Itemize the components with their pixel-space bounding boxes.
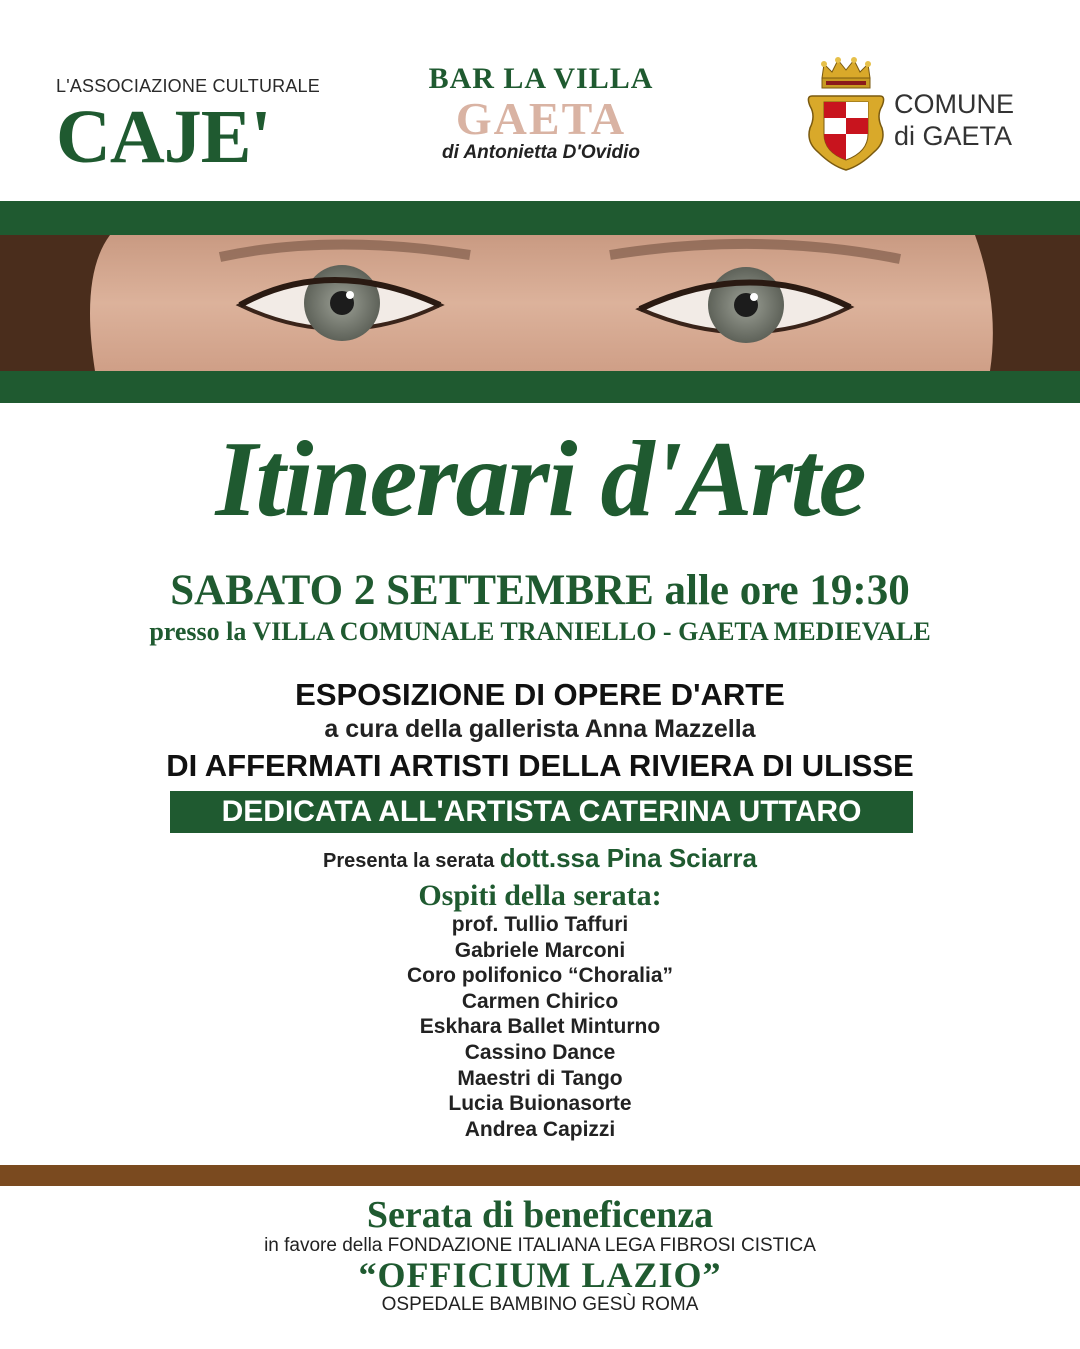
guest-item: Cassino Dance bbox=[464, 1040, 616, 1064]
bar-logo bbox=[410, 62, 672, 164]
dedication-banner: DEDICATA ALL'ARTISTA CATERINA UTTARO bbox=[170, 791, 913, 833]
comune-name bbox=[894, 88, 1014, 152]
presenter-line bbox=[0, 843, 1080, 874]
charity-name: “OFFICIUM LAZIO” bbox=[358, 1255, 722, 1295]
event-date: SABATO 2 SETTEMBRE alle ore 19:30 bbox=[170, 567, 910, 614]
guest-item: Gabriele Marconi bbox=[454, 938, 626, 962]
guest-item: Maestri di Tango bbox=[457, 1066, 623, 1090]
event-venue: presso la VILLA COMUNALE TRANIELLO - GAETA MEDIEVALE bbox=[149, 617, 931, 646]
artists-line: DI AFFERMATI ARTISTI DELLA RIVIERA DI ULISSE bbox=[166, 748, 914, 783]
association-logo bbox=[56, 76, 336, 179]
association-label: L'ASSOCIAZIONE CULTURALE bbox=[56, 76, 320, 96]
association-name: CAJE' bbox=[56, 95, 271, 179]
guest-item: Coro polifonico “Choralia” bbox=[407, 964, 673, 988]
event-title: Itinerari d'Arte bbox=[215, 420, 865, 539]
green-band-top bbox=[0, 201, 1080, 235]
guest-item: Eskhara Ballet Minturno bbox=[419, 1015, 661, 1039]
guests-title: Ospiti della serata: bbox=[418, 879, 662, 912]
comune-line-1: COMUNE bbox=[894, 89, 1014, 119]
brown-band bbox=[0, 1165, 1080, 1186]
bar-name: BAR LA VILLA bbox=[428, 62, 654, 95]
green-band-bottom bbox=[0, 371, 1080, 403]
guest-item: Carmen Chirico bbox=[461, 989, 619, 1013]
comune-line-2: di GAETA bbox=[894, 121, 1013, 151]
guest-item: Andrea Capizzi bbox=[464, 1117, 616, 1141]
comune-di-gaeta-crest-icon bbox=[806, 56, 886, 172]
guests-list bbox=[0, 912, 1080, 1142]
charity-title: Serata di beneficenza bbox=[366, 1194, 714, 1236]
presenter-name: dott.ssa Pina Sciarra bbox=[499, 843, 758, 873]
bar-owner: di Antonietta D'Ovidio bbox=[441, 142, 641, 163]
curator-line: a cura della gallerista Anna Mazzella bbox=[324, 715, 756, 743]
guest-item: Lucia Buionasorte bbox=[448, 1092, 632, 1116]
charity-subtitle: in favore della FONDAZIONE ITALIANA LEGA FIBROSI CISTICA bbox=[264, 1235, 816, 1256]
exhibition-title: ESPOSIZIONE DI OPERE D'ARTE bbox=[295, 677, 785, 712]
guest-item: prof. Tullio Taffuri bbox=[451, 913, 629, 936]
comune-logo bbox=[806, 56, 1046, 176]
bar-city: GAETA bbox=[455, 93, 627, 144]
eyes-photo bbox=[0, 235, 1080, 371]
presenter-label: Presenta la serata bbox=[322, 850, 495, 872]
charity-hospital: OSPEDALE BAMBINO GESÙ ROMA bbox=[381, 1294, 699, 1315]
